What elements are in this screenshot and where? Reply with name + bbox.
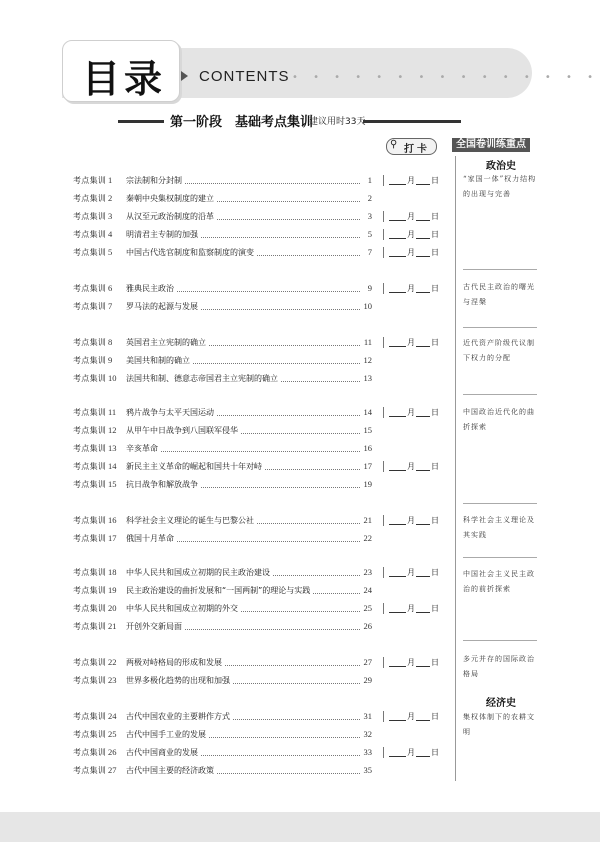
toc-entry[interactable]: [0, 192, 450, 206]
checkin-date-field: [383, 175, 446, 186]
entry-title: 中国古代选官制度和监察制度的演变: [126, 248, 254, 257]
entry-page: 12: [360, 355, 372, 365]
month-label: 月: [407, 212, 415, 221]
toc-entry[interactable]: [0, 460, 450, 474]
month-label: 月: [407, 408, 415, 417]
entry-title: 英国君主立宪制的确立: [126, 338, 206, 347]
month-label: 月: [407, 338, 415, 347]
day-blank: [416, 238, 430, 239]
toc-entry[interactable]: [0, 336, 450, 350]
entry-page: 29: [360, 675, 372, 685]
entry-label: 考点集训: [73, 766, 107, 775]
entry-number: 11: [108, 407, 117, 417]
toc-entry[interactable]: [0, 710, 450, 724]
toc-entry[interactable]: [0, 602, 450, 616]
toc-entry[interactable]: [0, 566, 450, 580]
entry-label: 考点集训: [73, 284, 107, 293]
toc-entry[interactable]: [0, 406, 450, 420]
entry-page: 5: [360, 229, 372, 239]
month-label: 月: [407, 712, 415, 721]
date-bar: [383, 603, 388, 614]
entry-page: 2: [360, 193, 372, 203]
entry-page: 33: [360, 747, 372, 757]
checkin-date-field: [383, 567, 446, 578]
entry-title: 从甲午中日战争到八国联军侵华: [126, 426, 238, 435]
entry-page: 22: [360, 533, 372, 543]
month-label: 月: [407, 176, 415, 185]
header-dots: • • • • • • • • • • • • • • •: [292, 72, 599, 83]
page-title: 目录: [82, 57, 167, 101]
month-label: 月: [407, 248, 415, 257]
entry-title: 民主政治建设的曲折发展和“一国两制”的理论与实践: [126, 586, 311, 595]
entry-number: 6: [108, 283, 113, 293]
entry-page: 10: [360, 301, 372, 311]
day-label: 日: [431, 462, 439, 471]
toc-entry[interactable]: [0, 282, 450, 296]
checkin-date-field: [383, 283, 446, 294]
toc-entry[interactable]: [0, 620, 450, 634]
entry-number: 16: [108, 515, 117, 525]
toc-entry[interactable]: [0, 514, 450, 528]
date-bar: [383, 515, 388, 526]
sidebar-separator: [463, 327, 537, 328]
entry-number: 19: [108, 585, 117, 595]
entry-number: 26: [108, 747, 117, 757]
entry-label: 考点集训: [73, 408, 107, 417]
entry-label: 考点集训: [73, 658, 107, 667]
month-blank: [389, 612, 406, 613]
focus-badge: 全国卷训练重点: [452, 138, 530, 152]
entry-page: 7: [360, 247, 372, 257]
entry-number: 4: [108, 229, 113, 239]
date-bar: [383, 407, 388, 418]
entry-number: 17: [108, 533, 117, 543]
entry-leader-dots: [126, 451, 362, 452]
entry-label: 考点集训: [73, 586, 107, 595]
checkin-label: 打卡: [404, 144, 430, 155]
sidebar-separator: [463, 503, 537, 504]
date-bar: [383, 337, 388, 348]
entry-title: 古代中国商业的发展: [126, 748, 198, 757]
sidebar-note: 中国社会主义民主政治的前折探索: [463, 570, 535, 593]
toc-entry[interactable]: [0, 174, 450, 188]
entry-title: 古代中国主要的经济政策: [126, 766, 214, 775]
sidebar-note: 古代民主政治的曙光与涅槃: [463, 283, 535, 306]
month-label: 月: [407, 748, 415, 757]
toc-entry[interactable]: [0, 764, 450, 778]
day-blank: [416, 612, 430, 613]
month-label: 月: [407, 462, 415, 471]
entry-title: 雅典民主政治: [126, 284, 174, 293]
entry-page: 21: [360, 515, 372, 525]
entry-number: 5: [108, 247, 113, 257]
month-label: 月: [407, 516, 415, 525]
entry-title: 抗日战争和解放战争: [126, 480, 198, 489]
entry-label: 考点集训: [73, 748, 107, 757]
toc-entry[interactable]: [0, 584, 450, 598]
month-label: 月: [407, 284, 415, 293]
checkin-date-field: [383, 603, 446, 614]
date-bar: [383, 567, 388, 578]
entry-page: 11: [360, 337, 372, 347]
day-label: 日: [431, 658, 439, 667]
entry-label: 考点集训: [73, 516, 107, 525]
entry-title: 秦朝中央集权制度的建立: [126, 194, 214, 203]
day-label: 日: [431, 248, 439, 257]
entry-page: 13: [360, 373, 372, 383]
month-label: 月: [407, 568, 415, 577]
entry-title: 美国共和制的确立: [126, 356, 190, 365]
checkin-date-field: [383, 407, 446, 418]
checkin-date-field: [383, 337, 446, 348]
month-blank: [389, 756, 406, 757]
day-blank: [416, 756, 430, 757]
entry-page: 1: [360, 175, 372, 185]
toc-entry[interactable]: [0, 300, 450, 314]
day-blank: [416, 666, 430, 667]
entry-title: 明清君主专制的加强: [126, 230, 198, 239]
entry-label: 考点集训: [73, 462, 107, 471]
entry-title: 鸦片战争与太平天国运动: [126, 408, 214, 417]
toc-entry[interactable]: [0, 246, 450, 260]
entry-label: 考点集训: [73, 604, 107, 613]
checkin-date-field: [383, 657, 446, 668]
sidebar-note: 多元并存的国际政治格局: [463, 655, 535, 678]
entry-title: 俄国十月革命: [126, 534, 174, 543]
day-blank: [416, 576, 430, 577]
checkin-date-field: [383, 211, 446, 222]
entry-title: 两极对峙格局的形成和发展: [126, 658, 222, 667]
date-bar: [383, 175, 388, 186]
day-blank: [416, 256, 430, 257]
page-subtitle: CONTENTS: [199, 68, 290, 85]
entry-title: 中华人民共和国成立初期的外交: [126, 604, 238, 613]
entry-label: 考点集训: [73, 480, 107, 489]
toc-entry[interactable]: [0, 372, 450, 386]
entry-label: 考点集训: [73, 426, 107, 435]
entry-title: 法国共和制、德意志帝国君主立宪制的确立: [126, 374, 278, 383]
entry-page: 24: [360, 585, 372, 595]
date-bar: [383, 211, 388, 222]
entry-label: 考点集训: [73, 622, 107, 631]
month-blank: [389, 470, 406, 471]
entry-label: 考点集训: [73, 730, 107, 739]
entry-number: 10: [108, 373, 117, 383]
entry-number: 23: [108, 675, 117, 685]
month-blank: [389, 256, 406, 257]
stage-rule-left: [118, 120, 164, 123]
toc-entry[interactable]: [0, 746, 450, 760]
toc-entry[interactable]: [0, 728, 450, 742]
month-blank: [389, 666, 406, 667]
entry-page: 27: [360, 657, 372, 667]
sidebar-separator: [463, 394, 537, 395]
toc-entry[interactable]: [0, 442, 450, 456]
entry-number: 9: [108, 355, 113, 365]
date-bar: [383, 229, 388, 240]
entry-title: 科学社会主义理论的诞生与巴黎公社: [126, 516, 254, 525]
footer-band: [0, 812, 600, 842]
entry-label: 考点集训: [73, 338, 107, 347]
month-blank: [389, 720, 406, 721]
entry-page: 14: [360, 407, 372, 417]
stage-title: 第一阶段 基础考点集训: [170, 115, 314, 130]
day-label: 日: [431, 748, 439, 757]
month-blank: [389, 184, 406, 185]
entry-title: 罗马法的起源与发展: [126, 302, 198, 311]
entry-page: 16: [360, 443, 372, 453]
toc-entry[interactable]: [0, 228, 450, 242]
entry-label: 考点集训: [73, 374, 107, 383]
entry-page: 25: [360, 603, 372, 613]
entry-number: 3: [108, 211, 113, 221]
day-blank: [416, 220, 430, 221]
month-blank: [389, 416, 406, 417]
entry-title: 辛亥革命: [126, 444, 158, 453]
entry-number: 13: [108, 443, 117, 453]
date-bar: [383, 711, 388, 722]
toc-entry[interactable]: [0, 424, 450, 438]
date-bar: [383, 461, 388, 472]
day-blank: [416, 416, 430, 417]
entry-label: 考点集训: [73, 356, 107, 365]
date-bar: [383, 247, 388, 258]
entry-page: 3: [360, 211, 372, 221]
entry-label: 考点集训: [73, 176, 107, 185]
sidebar-note: 集权体制下的农耕文明: [463, 713, 535, 736]
entry-number: 1: [108, 175, 113, 185]
entry-number: 7: [108, 301, 113, 311]
month-label: 月: [407, 658, 415, 667]
month-label: 月: [407, 604, 415, 613]
entry-label: 考点集训: [73, 568, 107, 577]
entry-label: 考点集训: [73, 534, 107, 543]
entry-page: 26: [360, 621, 372, 631]
day-blank: [416, 720, 430, 721]
checkin-date-field: [383, 229, 446, 240]
day-label: 日: [431, 712, 439, 721]
day-label: 日: [431, 284, 439, 293]
sidebar-note: 科学社会主义理论及其实践: [463, 516, 535, 539]
date-bar: [383, 657, 388, 668]
checkin-badge: [386, 138, 437, 155]
date-bar: [383, 747, 388, 758]
entry-page: 17: [360, 461, 372, 471]
entry-page: 23: [360, 567, 372, 577]
entry-page: 31: [360, 711, 372, 721]
month-blank: [389, 346, 406, 347]
day-label: 日: [431, 408, 439, 417]
entry-page: 9: [360, 283, 372, 293]
checkin-date-field: [383, 461, 446, 472]
entry-title: 从汉至元政治制度的沿革: [126, 212, 214, 221]
entry-label: 考点集训: [73, 212, 107, 221]
day-label: 日: [431, 212, 439, 221]
entry-number: 20: [108, 603, 117, 613]
stage-rule-right: [363, 120, 461, 123]
toc-entry[interactable]: [0, 656, 450, 670]
entry-number: 22: [108, 657, 117, 667]
entry-label: 考点集训: [73, 230, 107, 239]
toc-entry[interactable]: [0, 674, 450, 688]
entry-number: 8: [108, 337, 113, 347]
entry-number: 27: [108, 765, 117, 775]
entry-title: 宗法制和分封制: [126, 176, 182, 185]
day-label: 日: [431, 176, 439, 185]
day-label: 日: [431, 604, 439, 613]
date-bar: [383, 283, 388, 294]
entry-label: 考点集训: [73, 302, 107, 311]
entry-page: 35: [360, 765, 372, 775]
location-pin-icon: ⚲: [390, 139, 398, 150]
sidebar-divider: [455, 156, 456, 781]
sidebar-note: “家国一体”权力结构的出现与完善: [463, 175, 537, 198]
entry-label: 考点集训: [73, 676, 107, 685]
entry-label: 考点集训: [73, 444, 107, 453]
checkin-date-field: [383, 515, 446, 526]
stage-time-note: 建议用时33天: [309, 117, 366, 127]
month-blank: [389, 238, 406, 239]
entry-number: 25: [108, 729, 117, 739]
month-blank: [389, 576, 406, 577]
sidebar-section-political: 政治史: [486, 161, 516, 172]
month-blank: [389, 220, 406, 221]
sidebar-note: 近代资产阶级代议制下权力的分配: [463, 339, 535, 362]
entry-number: 21: [108, 621, 117, 631]
day-label: 日: [431, 516, 439, 525]
entry-label: 考点集训: [73, 712, 107, 721]
entry-number: 18: [108, 567, 117, 577]
day-blank: [416, 470, 430, 471]
toc-entry[interactable]: [0, 210, 450, 224]
checkin-date-field: [383, 747, 446, 758]
checkin-date-field: [383, 247, 446, 258]
sidebar-note: 中国政治近代化的曲折探索: [463, 408, 535, 431]
entry-number: 12: [108, 425, 117, 435]
toc-entry[interactable]: [0, 354, 450, 368]
sidebar-separator: [463, 557, 537, 558]
entry-page: 15: [360, 425, 372, 435]
entry-label: 考点集训: [73, 248, 107, 257]
sidebar-separator: [463, 269, 537, 270]
month-blank: [389, 292, 406, 293]
entry-label: 考点集训: [73, 194, 107, 203]
month-label: 月: [407, 230, 415, 239]
entry-title: 古代中国农业的主要耕作方式: [126, 712, 230, 721]
entry-page: 19: [360, 479, 372, 489]
day-label: 日: [431, 568, 439, 577]
header-arrow-icon: [181, 71, 188, 81]
toc-entry[interactable]: [0, 532, 450, 546]
entry-title: 中华人民共和国成立初期的民主政治建设: [126, 568, 270, 577]
sidebar-section-economic: 经济史: [486, 698, 516, 709]
month-blank: [389, 524, 406, 525]
entry-title: 古代中国手工业的发展: [126, 730, 206, 739]
entry-page: 32: [360, 729, 372, 739]
day-label: 日: [431, 230, 439, 239]
entry-title: 开创外交新局面: [126, 622, 182, 631]
toc-entry[interactable]: [0, 478, 450, 492]
day-label: 日: [431, 338, 439, 347]
sidebar-separator: [463, 640, 537, 641]
day-blank: [416, 292, 430, 293]
day-blank: [416, 184, 430, 185]
entry-title: 世界多极化趋势的出现和加强: [126, 676, 230, 685]
entry-number: 14: [108, 461, 117, 471]
entry-number: 2: [108, 193, 113, 203]
checkin-date-field: [383, 711, 446, 722]
entry-title: 新民主主义革命的崛起和国共十年对峙: [126, 462, 262, 471]
day-blank: [416, 524, 430, 525]
day-blank: [416, 346, 430, 347]
entry-number: 15: [108, 479, 117, 489]
entry-number: 24: [108, 711, 117, 721]
